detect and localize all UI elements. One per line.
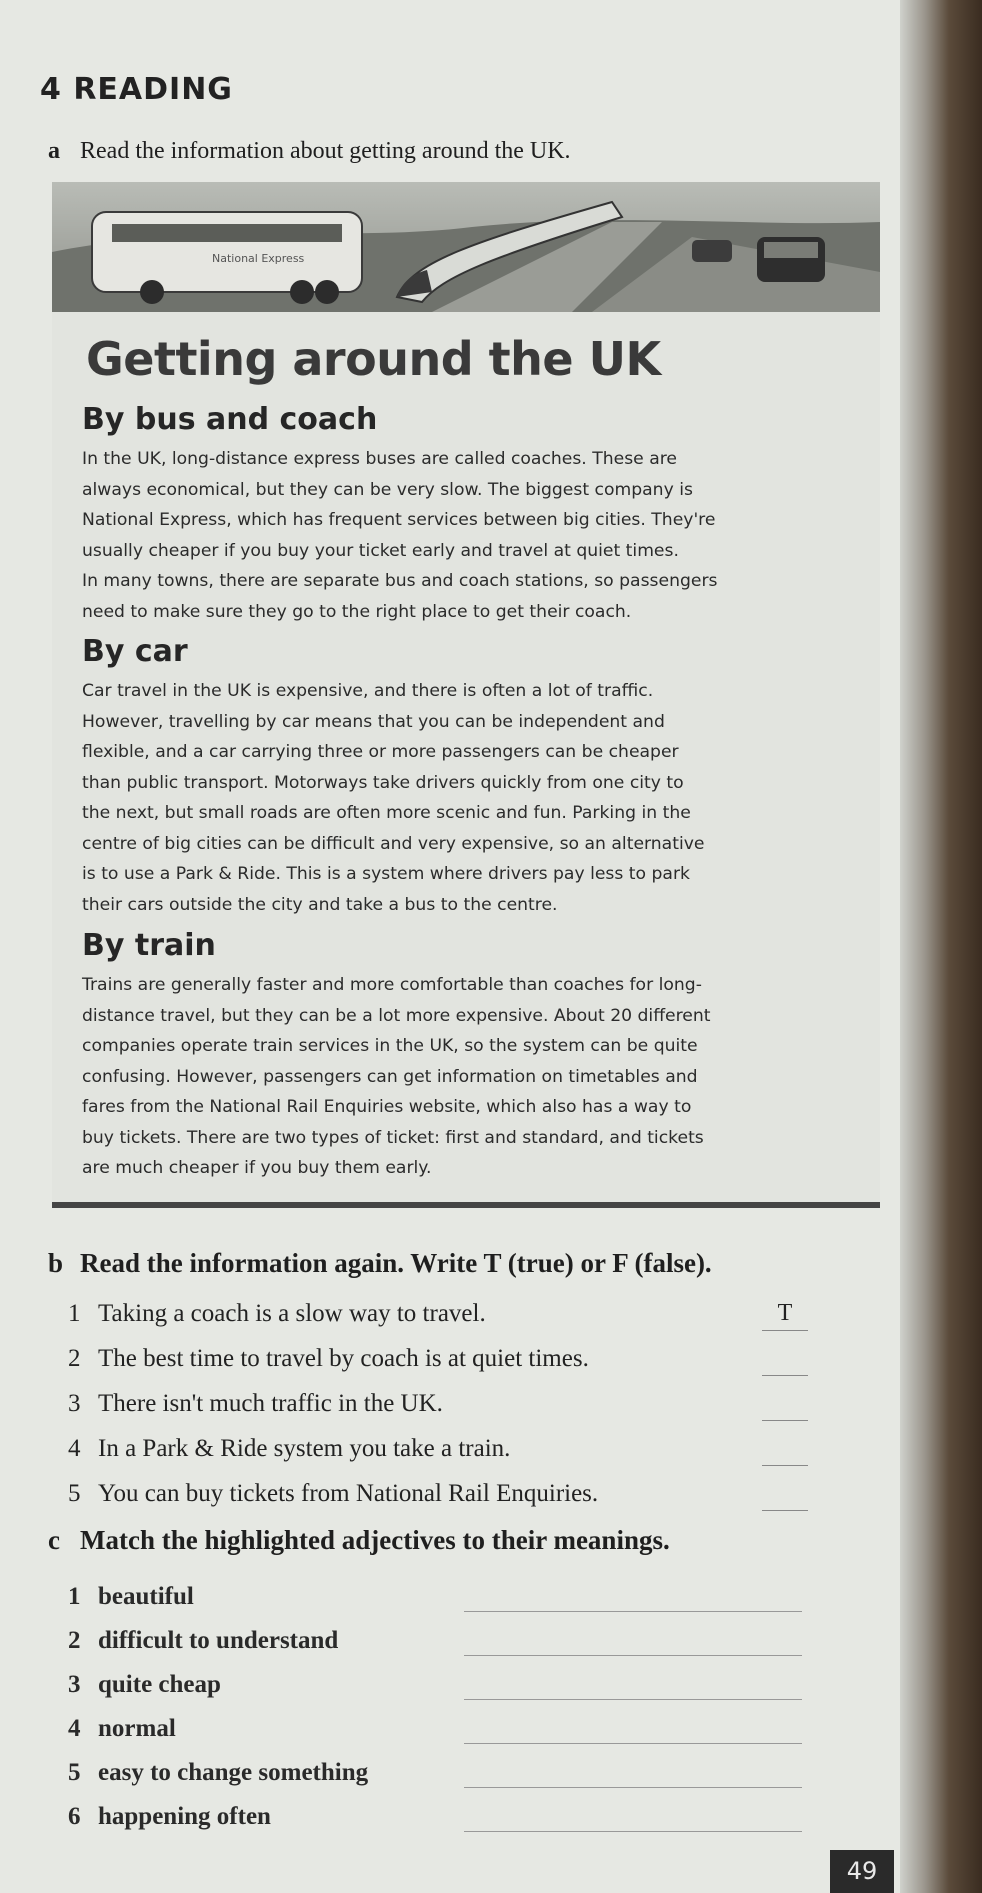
text-line: is to use a Park & Ride. This is a system where drivers pay less to park [82,864,690,884]
meaning-text: happening often [98,1803,271,1830]
answer-blank[interactable] [762,1345,808,1376]
item-number: 5 [68,1480,81,1507]
task-b-text: Read the information again. Write T (true) or F (false). [80,1248,712,1278]
task-c-text: Match the highlighted adjectives to their meanings. [80,1525,670,1555]
list-item [68,1435,808,1480]
text-line: always economical, but they can be very slow. The biggest company is [82,479,693,500]
statement-text: You can buy tickets from National Rail Enquiries. [98,1480,599,1507]
answer-line[interactable] [464,1743,802,1744]
answer-blank[interactable] [762,1390,808,1421]
list-item [68,1627,808,1671]
text-line: their cars outside the city and take a bus to the centre. [82,894,558,915]
text-line: Trains are generally faster and more comfortable than coaches for long- [82,975,702,995]
meaning-text: easy to change something [98,1759,369,1786]
statement-text: Taking a coach is a slow way to travel. [98,1300,486,1327]
task-a-instruction [48,138,571,165]
item-number: 3 [68,1390,81,1417]
meaning-text: difficult to understand [98,1627,339,1654]
answer-blank[interactable] [762,1435,808,1466]
text-line: the next, but small roads are often more scenic and fun. Parking in the [82,803,691,823]
text-line: confusing. However, passengers can get information on timetables and [82,1066,698,1087]
answer-blank[interactable] [762,1480,808,1511]
item-number: 3 [68,1671,81,1698]
list-item [68,1671,808,1715]
item-number: 6 [68,1803,81,1830]
item-number: 1 [68,1583,81,1610]
item-number: 4 [68,1435,81,1462]
paragraph-by-car [82,676,852,920]
task-b-letter: b [48,1248,64,1278]
section-title: 4 READING [40,72,233,107]
list-item [68,1345,808,1390]
text-line: National Express, which has frequent services between big cities. They're [82,510,716,530]
list-item [68,1300,808,1345]
statement-text: In a Park & Ride system you take a train. [98,1435,511,1462]
answer-blank[interactable]: T [762,1300,808,1331]
list-item [68,1390,808,1435]
text-line: need to make sure they go to the right place to get their coach. [82,601,632,622]
text-line: In the UK, long-distance express buses are called coaches. These are [82,449,677,469]
text-line: centre of big cities can be difficult and very expensive, so an alternative [82,833,705,854]
svg-text:National Express: National Express [212,252,305,265]
text-line: are much cheaper if you buy them early. [82,1158,432,1178]
item-number: 1 [68,1300,81,1327]
heading-by-car: By car [82,634,188,669]
text-line: distance travel, but they can be a lot more expensive. About 20 different [82,1005,711,1026]
item-number: 2 [68,1627,81,1654]
list-item [68,1803,808,1847]
answer-line[interactable] [464,1787,802,1788]
statement-text: There isn't much traffic in the UK. [98,1390,443,1417]
heading-bus-coach: By bus and coach [82,402,378,437]
text-line: Car travel in the UK is expensive, and there is often a lot of traffic. [82,681,654,701]
text-line: fares from the National Rail Enquiries website, which also has a way to [82,1097,692,1117]
task-a-text: Read the information about getting around the UK. [80,138,571,164]
list-item [68,1715,808,1759]
item-number: 5 [68,1759,81,1786]
true-false-list [68,1300,808,1525]
book-spine [900,0,982,1893]
task-c-instruction [48,1525,670,1556]
meaning-text: beautiful [98,1583,194,1610]
item-number: 4 [68,1715,81,1742]
meaning-text: normal [98,1715,176,1742]
text-line: than public transport. Motorways take drivers quickly from one city to [82,772,684,793]
meaning-text: quite cheap [98,1671,221,1698]
paragraph-by-train [82,970,852,1184]
article-title: Getting around the UK [86,332,661,386]
article-box [52,182,880,1208]
page-number: 49 [830,1850,894,1893]
matching-list [68,1583,808,1847]
task-a-letter: a [48,138,60,164]
transport-banner-image [52,182,880,312]
answer-line[interactable] [464,1655,802,1656]
text-line: However, travelling by car means that you can be independent and [82,711,665,732]
task-c-letter: c [48,1525,60,1555]
text-line: flexible, and a car carrying three or more passengers can be cheaper [82,742,679,762]
answer-line[interactable] [464,1611,802,1612]
item-number: 2 [68,1345,81,1372]
statement-text: The best time to travel by coach is at quiet times. [98,1345,589,1372]
answer-line[interactable] [464,1831,802,1832]
answer-line[interactable] [464,1699,802,1700]
list-item [68,1583,808,1627]
list-item [68,1480,808,1525]
paragraph-bus-coach [82,444,852,627]
task-b-instruction [48,1248,712,1279]
text-line: In many towns, there are separate bus and coach stations, so passengers [82,571,718,591]
list-item [68,1759,808,1803]
text-line: companies operate train services in the UK, so the system can be quite [82,1036,698,1056]
heading-by-train: By train [82,928,216,963]
text-line: usually cheaper if you buy your ticket early and travel at quiet times. [82,540,679,561]
text-line: buy tickets. There are two types of ticket: first and standard, and tickets [82,1127,704,1148]
